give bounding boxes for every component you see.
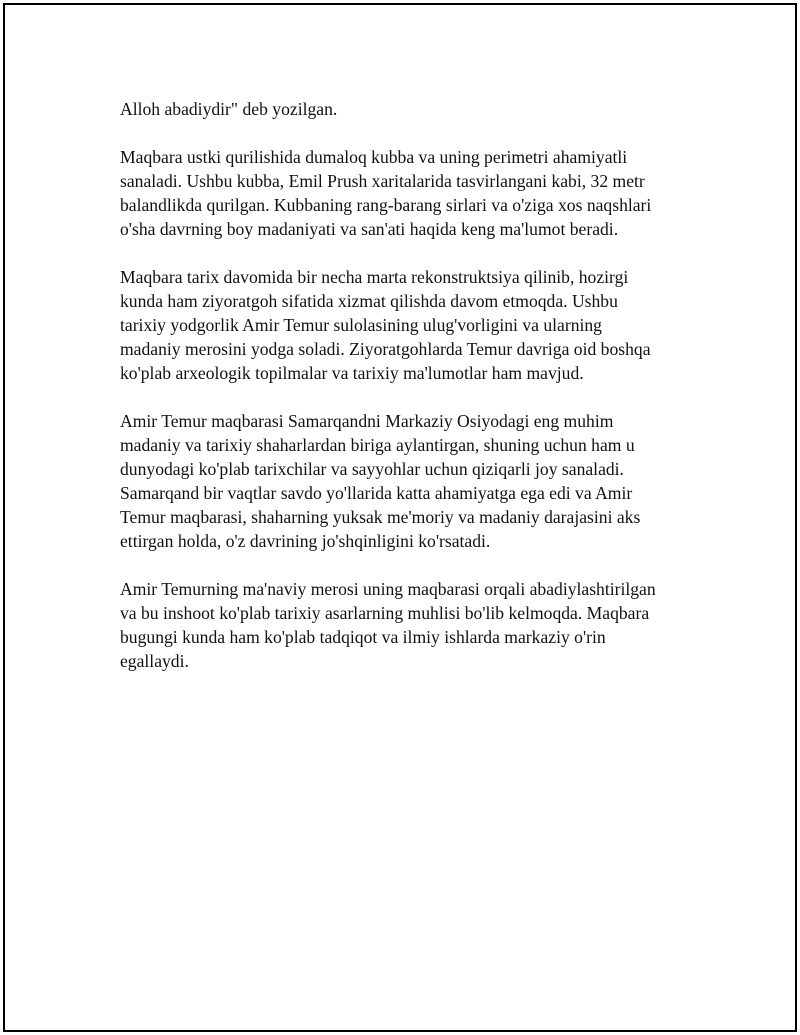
text-line: sanaladi. Ushbu kubba, Emil Prush xaritalarida tasvirlangani kabi, 32 metr bbox=[120, 171, 645, 191]
text-line: Maqbara ustki qurilishida dumaloq kubba va uning perimetri ahamiyatli bbox=[120, 147, 628, 167]
text-line: va bu inshoot ko'plab tarixiy asarlarning muhlisi bo'lib kelmoqda. Maqbara bbox=[120, 603, 650, 623]
text-line: Amir Temurning ma'naviy merosi uning maqbarasi orqali abadiylashtirilgan bbox=[120, 579, 656, 599]
text-line: madaniy va tarixiy shaharlardan biriga aylantirgan, shuning uchun ham u bbox=[120, 435, 635, 455]
document-body bbox=[120, 97, 720, 697]
text-line: ettirgan holda, o'z davrining jo'shqinligini ko'rsatadi. bbox=[120, 531, 491, 551]
text-line: Alloh abadiydir" deb yozilgan. bbox=[120, 99, 338, 119]
text-line: Samarqand bir vaqtlar savdo yo'llarida katta ahamiyatga ega edi va Amir bbox=[120, 483, 633, 503]
paragraph-1 bbox=[120, 97, 720, 121]
text-line: ko'plab arxeologik topilmalar va tarixiy ma'lumotlar ham mavjud. bbox=[120, 363, 584, 383]
text-line: egallaydi. bbox=[120, 651, 189, 671]
paragraph-4 bbox=[120, 409, 720, 553]
text-line: Amir Temur maqbarasi Samarqandni Markaziy Osiyodagi eng muhim bbox=[120, 411, 614, 431]
text-line: Maqbara tarix davomida bir necha marta rekonstruktsiya qilinib, hozirgi bbox=[120, 267, 629, 287]
text-line: bugungi kunda ham ko'plab tadqiqot va ilmiy ishlarda markaziy o'rin bbox=[120, 627, 606, 647]
text-line: balandlikda qurilgan. Kubbaning rang-barang sirlari va o'ziga xos naqshlari bbox=[120, 195, 652, 215]
paragraph-5 bbox=[120, 577, 720, 673]
paragraph-3 bbox=[120, 265, 720, 385]
text-line: Temur maqbarasi, shaharning yuksak me'moriy va madaniy darajasini aks bbox=[120, 507, 641, 527]
text-line: kunda ham ziyoratgoh sifatida xizmat qilishda davom etmoqda. Ushbu bbox=[120, 291, 618, 311]
paragraph-2 bbox=[120, 145, 720, 241]
text-line: dunyodagi ko'plab tarixchilar va sayyohlar uchun qiziqarli joy sanaladi. bbox=[120, 459, 624, 479]
page-frame bbox=[3, 3, 797, 1032]
text-line: o'sha davrning boy madaniyati va san'ati haqida keng ma'lumot beradi. bbox=[120, 219, 619, 239]
text-line: tarixiy yodgorlik Amir Temur sulolasining ulug'vorligini va ularning bbox=[120, 315, 602, 335]
text-line: madaniy merosini yodga soladi. Ziyoratgohlarda Temur davriga oid boshqa bbox=[120, 339, 651, 359]
